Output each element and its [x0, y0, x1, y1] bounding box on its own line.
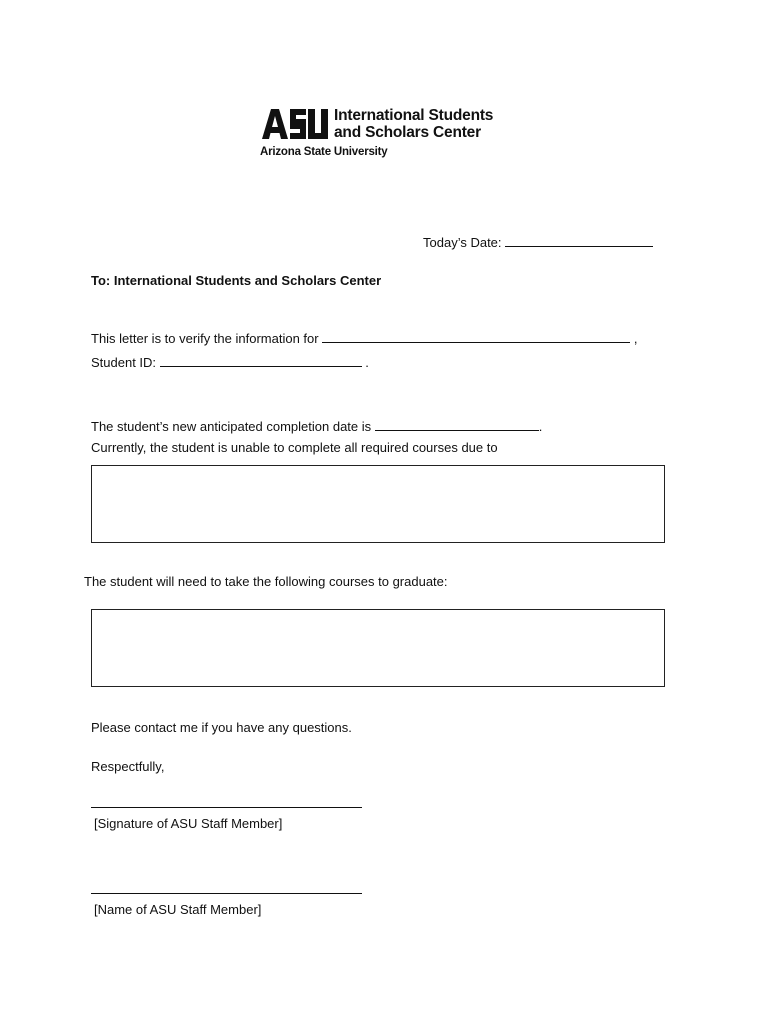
courses-box[interactable] [91, 609, 665, 687]
date-label: Today’s Date: [423, 235, 502, 250]
student-id-field[interactable] [160, 354, 362, 367]
completion-date-field[interactable] [375, 418, 539, 431]
name-line[interactable] [91, 893, 362, 894]
contact-line: Please contact me if you have any questions. [91, 720, 352, 735]
courses-label: The student will need to take the following courses to graduate: [84, 574, 448, 589]
reason-label: Currently, the student is unable to complete all required courses due to [91, 440, 498, 455]
completion-label: The student’s new anticipated completion date is [91, 419, 372, 434]
closing-line: Respectfully, [91, 759, 165, 774]
recipient-line: To: International Students and Scholars Center [91, 273, 382, 288]
verify-row [91, 330, 637, 347]
reason-box[interactable] [91, 465, 665, 543]
verify-label: This letter is to verify the information for [91, 331, 319, 346]
asu-logo-icon [262, 108, 328, 140]
signature-label: [Signature of ASU Staff Member] [94, 816, 283, 831]
name-label: [Name of ASU Staff Member] [94, 902, 262, 917]
completion-row [91, 418, 542, 435]
verify-trailing: , [633, 331, 638, 346]
student-id-trailing: . [365, 355, 369, 370]
date-row [423, 234, 653, 251]
signature-line[interactable] [91, 807, 362, 808]
university-name: Arizona State University [260, 146, 388, 158]
date-field[interactable] [505, 234, 653, 247]
student-id-row [91, 354, 369, 371]
center-name-line1: International Students [334, 107, 494, 124]
student-id-label: Student ID: [91, 355, 157, 370]
completion-trailing: . [538, 419, 543, 434]
center-name-line2: and Scholars Center [334, 124, 481, 141]
student-name-field[interactable] [322, 330, 630, 343]
